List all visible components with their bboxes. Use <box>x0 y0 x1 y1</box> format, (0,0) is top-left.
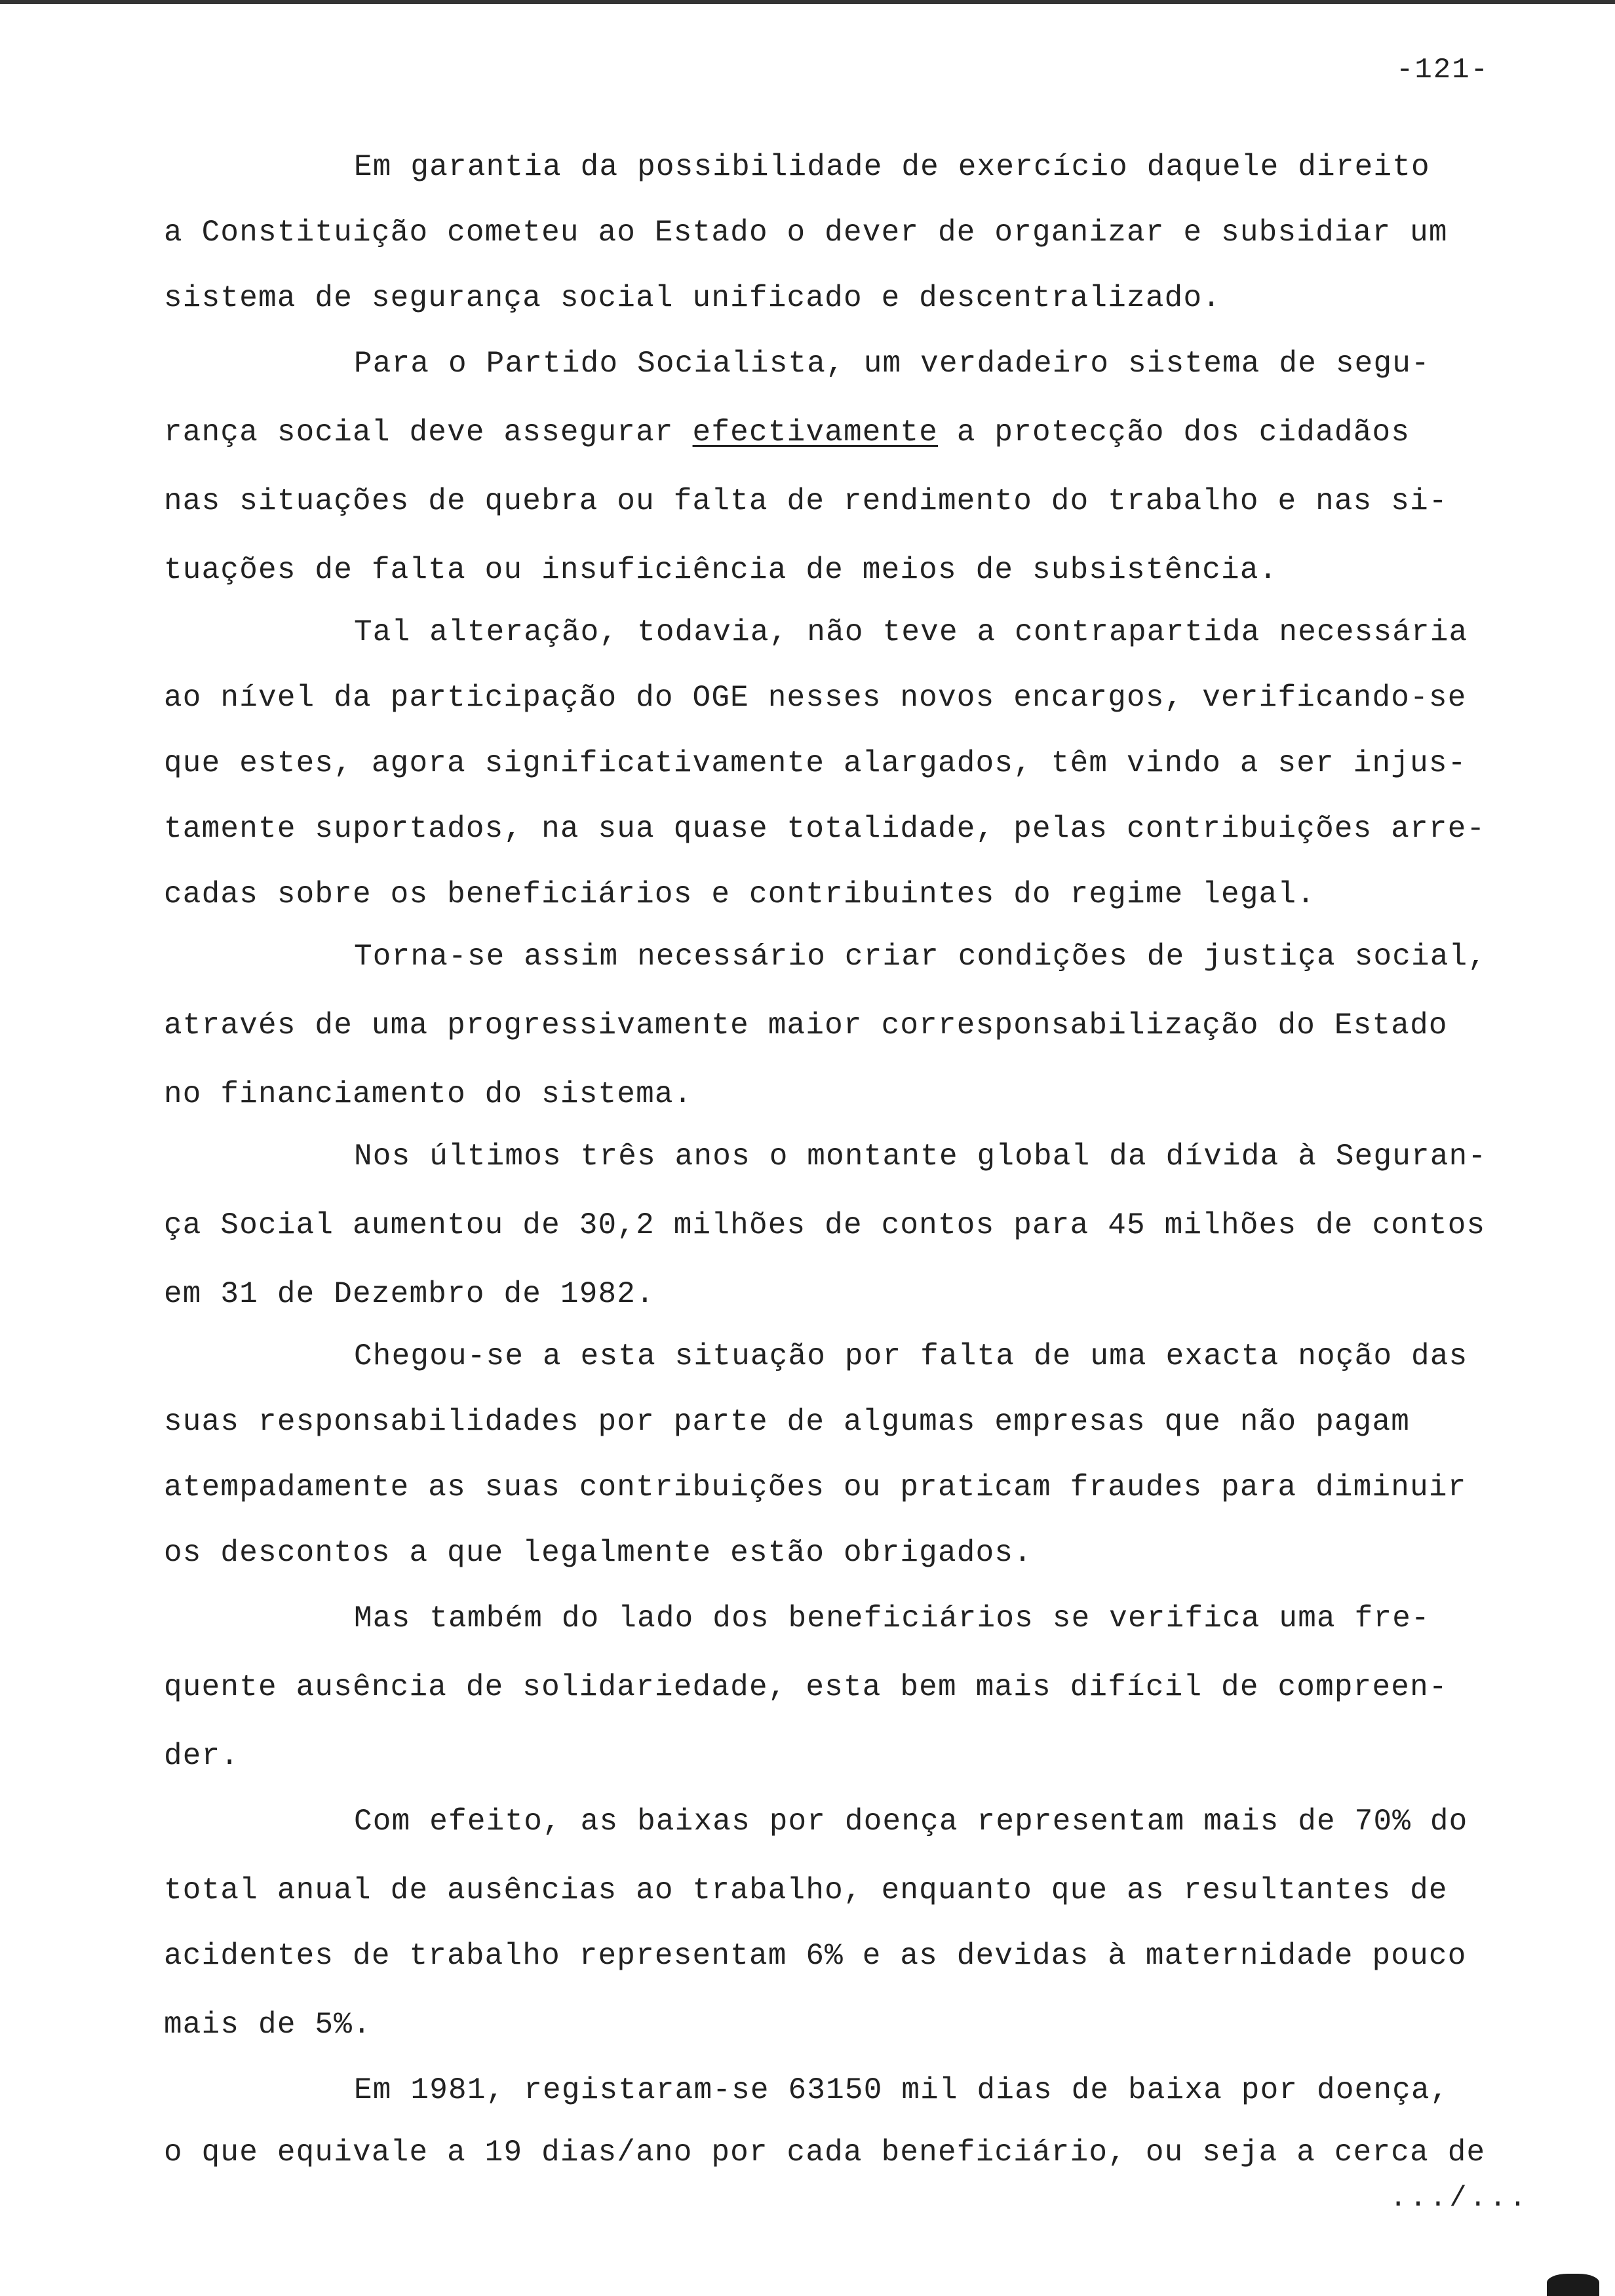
paragraph-5-line-2: ça Social aumentou de 30,2 milhões de contos para 45 milhões de contos <box>164 1208 1486 1242</box>
paragraph-2-line-2 <box>164 413 1410 452</box>
paragraph-5-line-1: Nos últimos três anos o montante global da dívida à Seguran- <box>354 1139 1487 1174</box>
paragraph-4-line-3: no financiamento do sistema. <box>164 1077 693 1111</box>
paragraph-1-line-1: Em garantia da possibilidade de exercício daquele direito <box>354 150 1430 184</box>
paragraph-4-line-1: Torna-se assim necessário criar condições de justiça social, <box>354 940 1487 974</box>
paragraph-7-line-1: Mas também do lado dos beneficiários se verifica uma fre- <box>354 1601 1430 1636</box>
paragraph-1-line-2: a Constituição cometeu ao Estado o dever de organizar e subsidiar um <box>164 216 1448 250</box>
paragraph-3-line-2: ao nível da participação do OGE nesses novos encargos, verificando-se <box>164 681 1467 715</box>
paragraph-3-line-1: Tal alteração, todavia, não teve a contrapartida necessária <box>354 615 1468 649</box>
paragraph-8-line-4: mais de 5%. <box>164 2008 372 2042</box>
top-rule <box>0 0 1615 4</box>
paragraph-1-line-3: sistema de segurança social unificado e descentralizado. <box>164 281 1222 315</box>
paragraph-2-line-4: tuações de falta ou insuficiência de meios de subsistência. <box>164 553 1278 587</box>
paragraph-2-line-2-start: rança social deve assegurar <box>164 415 674 450</box>
paragraph-4-line-2: através de uma progressivamente maior corresponsabilização do Estado <box>164 1008 1448 1043</box>
paragraph-7-line-3: der. <box>164 1739 240 1773</box>
paragraph-8-line-3: acidentes de trabalho representam 6% e as devidas à maternidade pouco <box>164 1939 1467 1973</box>
paragraph-5-line-3: em 31 de Dezembro de 1982. <box>164 1277 655 1311</box>
paragraph-2-line-2-rest: a protecção dos cidadãos <box>956 415 1411 450</box>
paragraph-3-line-5: cadas sobre os beneficiários e contribuintes do regime legal. <box>164 877 1316 911</box>
paragraph-8-line-2: total anual de ausências ao trabalho, enquanto que as resultantes de <box>164 1873 1448 1907</box>
paragraph-3-line-4: tamente suportados, na sua quase totalidade, pelas contribuições arre- <box>164 812 1486 846</box>
paragraph-6-line-2: suas responsabilidades por parte de algumas empresas que não pagam <box>164 1405 1411 1439</box>
scan-artifact-mark <box>1547 2274 1599 2296</box>
page-number: -121- <box>1396 54 1490 86</box>
paragraph-2-line-3: nas situações de quebra ou falta de rendimento do trabalho e nas si- <box>164 484 1448 518</box>
paragraph-9-line-2: o que equivale a 19 dias/ano por cada beneficiário, ou seja a cerca de <box>164 2135 1486 2170</box>
paragraph-9-line-1: Em 1981, registaram-se 63150 mil dias de baixa por doença, <box>354 2073 1449 2107</box>
paragraph-3-line-3: que estes, agora significativamente alargados, têm vindo a ser injus- <box>164 746 1467 780</box>
paragraph-2-line-1: Para o Partido Socialista, um verdadeiro sistema de segu- <box>354 347 1430 381</box>
paragraph-8-line-1: Com efeito, as baixas por doença representam mais de 70% do <box>354 1805 1468 1839</box>
paragraph-6-line-4: os descontos a que legalmente estão obrigados. <box>164 1536 1033 1570</box>
underlined-word: efectivamente <box>692 415 939 450</box>
paragraph-6-line-1: Chegou-se a esta situação por falta de uma exacta noção das <box>354 1339 1468 1373</box>
paragraph-6-line-3: atempadamente as suas contribuições ou praticam fraudes para diminuir <box>164 1470 1467 1504</box>
paragraph-7-line-2: quente ausência de solidariedade, esta bem mais difícil de compreen- <box>164 1670 1448 1704</box>
continuation-mark: .../... <box>1390 2182 1529 2215</box>
